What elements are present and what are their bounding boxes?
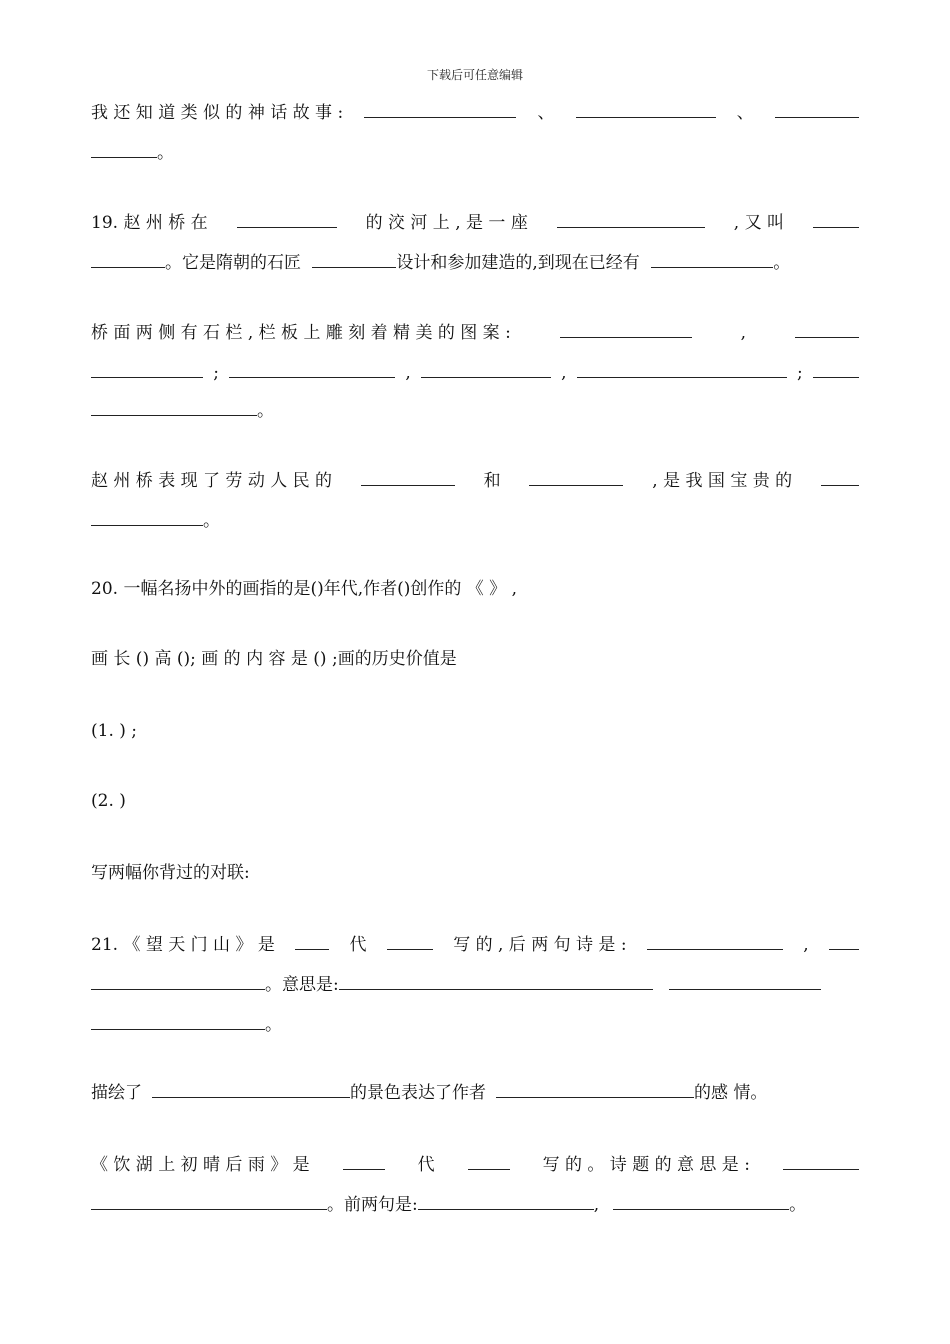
blank-feeling[interactable]	[496, 1079, 694, 1098]
period: 。	[257, 401, 274, 421]
railing-line-3	[91, 396, 859, 426]
blank-pattern-1[interactable]	[560, 319, 692, 338]
blank-poem-line-1[interactable]	[647, 931, 783, 950]
semicolon: ;	[796, 363, 803, 383]
q21-line-2	[91, 970, 859, 1000]
q21-meaning-label: 。意思是:	[265, 975, 339, 995]
comma: ,	[803, 935, 809, 955]
q19-text-e: 设计和参加建造的,到现在已经有	[396, 253, 640, 273]
railing-line-1	[91, 318, 859, 348]
blank-meaning-cont[interactable]	[91, 1011, 265, 1030]
blank-first-line[interactable]	[418, 1191, 594, 1210]
comma: ,	[561, 363, 567, 383]
q20-line-2: 画 长 () 高 (); 画 的 内 容 是 () ;画的历史价值是	[91, 649, 457, 669]
blank-quality-2[interactable]	[529, 467, 623, 486]
q19-text-b: 的 洨 河 上 , 是 一 座	[365, 213, 528, 233]
q19-text-a: 19. 赵 州 桥 在	[91, 213, 208, 233]
blank-myth-3[interactable]	[775, 99, 859, 118]
scenery-line	[91, 1078, 859, 1108]
scenery-text-b: 的景色表达了作者	[350, 1083, 486, 1103]
blank-author-2[interactable]	[468, 1151, 510, 1170]
blank-years[interactable]	[651, 249, 773, 268]
blank-pattern-6-cont[interactable]	[91, 397, 257, 416]
blank-second-line[interactable]	[613, 1191, 789, 1210]
blank-myth-1[interactable]	[364, 99, 516, 118]
blank-heritage-cont[interactable]	[91, 507, 203, 526]
blank-pattern-4[interactable]	[421, 359, 551, 378]
q21-line-3	[91, 1010, 859, 1040]
people-line-2	[91, 506, 859, 536]
q19-line-2	[91, 248, 859, 278]
q19-text-c: , 又 叫	[733, 213, 784, 233]
poem2-text-c: 写 的 。 诗 题 的 意 思 是 :	[542, 1155, 750, 1175]
blank-bridge-alias-cont[interactable]	[91, 249, 165, 268]
period: 。	[157, 143, 174, 163]
people-text-b: 和	[483, 471, 501, 491]
blank-dynasty-2[interactable]	[343, 1151, 385, 1170]
railing-text: 桥 面 两 侧 有 石 栏 , 栏 板 上 雕 刻 着 精 美 的 图 案 :	[91, 323, 511, 343]
blank-meaning-1[interactable]	[339, 971, 653, 990]
blank-quality-1[interactable]	[361, 467, 455, 486]
blank-bridge-alias[interactable]	[813, 209, 859, 228]
blank-scenery[interactable]	[152, 1079, 350, 1098]
blank-craftsman[interactable]	[312, 249, 396, 268]
people-text-a: 赵 州 桥 表 现 了 劳 动 人 民 的	[91, 471, 333, 491]
line-myth-stories	[91, 98, 859, 128]
scenery-text-c: 的感 情。	[694, 1083, 768, 1103]
couplets-prompt: 写两幅你背过的对联:	[91, 863, 250, 883]
poem2-text-a: 《 饮 湖 上 初 晴 后 雨 》 是	[91, 1155, 310, 1175]
q21-line-1	[91, 930, 859, 960]
blank-meaning-2[interactable]	[669, 971, 821, 990]
q21-text-c: 写 的 , 后 两 句 诗 是 :	[453, 935, 627, 955]
q21-text-a: 21. 《 望 天 门 山 》 是	[91, 935, 275, 955]
blank-myth-3-cont[interactable]	[91, 139, 157, 158]
poem2-first-lines-label: 。前两句是:	[327, 1195, 418, 1215]
blank-bridge-type[interactable]	[557, 209, 705, 228]
q21-text-b: 代	[349, 935, 367, 955]
comma: ,	[405, 363, 411, 383]
blank-heritage[interactable]	[821, 467, 859, 486]
blank-pattern-6[interactable]	[813, 359, 859, 378]
blank-pattern-2[interactable]	[795, 319, 859, 338]
myth-stories-prompt: 我 还 知 道 类 似 的 神 话 故 事 :	[91, 103, 344, 123]
blank-pattern-2-cont[interactable]	[91, 359, 203, 378]
blank-poem-line-2[interactable]	[829, 931, 859, 950]
poem2-text-b: 代	[417, 1155, 435, 1175]
blank-myth-2[interactable]	[576, 99, 716, 118]
line-myth-stories-cont	[91, 138, 859, 168]
blank-dynasty-1[interactable]	[295, 931, 329, 950]
period: 。	[773, 253, 791, 273]
blank-title-meaning-cont[interactable]	[91, 1191, 327, 1210]
scenery-text-a: 描绘了	[91, 1083, 142, 1103]
page-header: 下载后可任意编辑	[426, 68, 523, 82]
separator: 、	[736, 103, 754, 123]
people-line-1	[91, 466, 859, 496]
q20-value-2: (2. )	[91, 791, 126, 811]
blank-pattern-5[interactable]	[577, 359, 787, 378]
separator: 、	[537, 103, 555, 123]
poem2-line-2	[91, 1190, 859, 1220]
blank-pattern-3[interactable]	[229, 359, 395, 378]
blank-title-meaning[interactable]	[783, 1151, 859, 1170]
blank-poem-line-2-cont[interactable]	[91, 971, 265, 990]
q20-line-1: 20. 一幅名扬中外的画指的是()年代,作者()创作的 《 》 ,	[91, 579, 517, 599]
period: 。	[789, 1195, 807, 1215]
q19-line-1	[91, 208, 859, 238]
period: 。	[265, 1015, 282, 1035]
comma: ,	[740, 323, 747, 343]
period: 。	[203, 511, 220, 531]
comma: ,	[593, 1195, 600, 1215]
blank-author-1[interactable]	[387, 931, 433, 950]
railing-line-2	[91, 358, 859, 388]
blank-bridge-location[interactable]	[237, 209, 337, 228]
q20-value-1: (1. ) ;	[91, 721, 138, 741]
people-text-c: , 是 我 国 宝 贵 的	[652, 471, 793, 491]
q19-text-d: 。它是隋朝的石匠	[165, 253, 301, 273]
poem2-line-1	[91, 1150, 859, 1180]
semicolon: ;	[213, 363, 219, 383]
